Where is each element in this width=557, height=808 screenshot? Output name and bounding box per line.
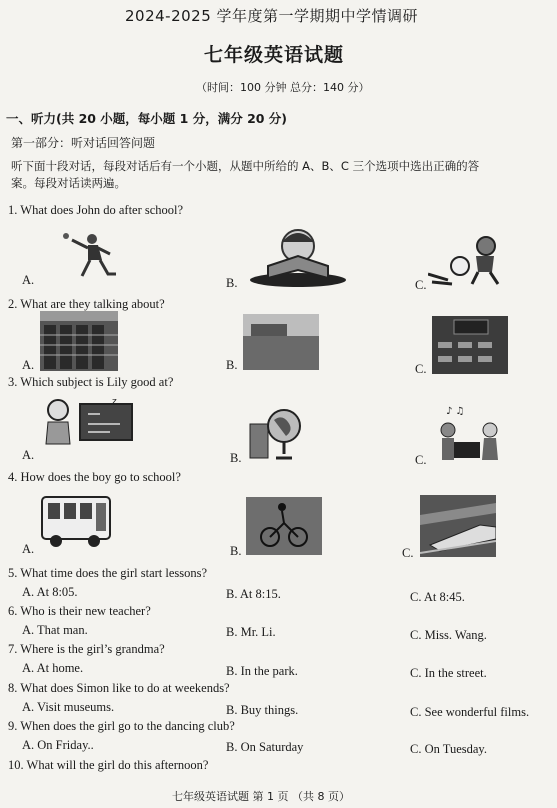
question-1: 1. What does John do after school? [8,203,184,217]
library-picture [40,311,118,371]
globe-and-book-picture [248,404,306,462]
svg-text:♪ ♫: ♪ ♫ [446,406,465,417]
q6-option-c: C. Miss. Wang. [410,628,487,642]
q5-option-a: A. At 8:05. [22,585,78,599]
q8-option-b: B. Buy things. [226,703,299,717]
q4-option-a: A. [22,542,35,556]
q3-option-a: A. [22,448,35,462]
question-10: 10. What will the girl do this afternoon? [8,758,209,772]
q6-option-b: B. Mr. Li. [226,625,276,639]
classroom-picture [432,316,508,374]
q6-option-a: A. That man. [22,623,88,637]
exam-title: 2024-2025 学年度第一学期期中学情调研 [125,7,419,25]
girl-at-blackboard-picture [40,396,135,456]
q7-option-a: A. At home. [22,661,84,675]
high-speed-train-picture [420,495,496,557]
bus-picture [40,493,114,551]
ping-pong-player-picture [58,228,120,284]
q1-option-b: B. [226,276,238,290]
q2-option-a: A. [22,358,35,372]
q4-option-b: B. [230,544,242,558]
question-2: 2. What are they talking about? [8,297,165,311]
question-5: 5. What time does the girl start lessons? [8,566,208,580]
q3-option-c: C. [415,453,427,467]
section-heading: 一、听力(共 20 小题，每小题 1 分，满分 20 分) [6,111,288,126]
boy-reading-picture [248,226,348,288]
q4-option-c: C. [402,546,414,560]
instructions-line-2: 案。每段对话读两遍。 [11,176,126,190]
q1-option-a: A. [22,273,35,287]
svg-text:z: z [112,397,117,407]
q5-option-c: C. At 8:45. [410,590,465,604]
exam-subtitle: 七年级英语试题 [204,44,345,66]
q5-option-b: B. At 8:15. [226,587,281,601]
q9-option-b: B. On Saturday [226,740,304,754]
boy-playing-football-picture [428,234,506,290]
instructions-line-1: 听下面十段对话，每段对话后有一个小题，从题中所给的 A、B、C 三个选项中选出正确的答 [11,159,480,173]
q2-option-b: B. [226,358,238,372]
campus-field-picture [243,314,319,370]
q7-option-b: B. In the park. [226,664,298,678]
q9-option-a: A. On Friday.. [22,738,94,752]
q9-option-c: C. On Tuesday. [410,742,487,756]
q8-option-a: A. Visit museums. [22,700,115,714]
page-footer: 七年级英语试题 第 1 页 （共 8 页） [172,790,350,803]
q2-option-c: C. [415,362,427,376]
q8-option-c: C. See wonderful films. [410,705,530,719]
question-9: 9. When does the girl go to the dancing club? [8,719,235,733]
q1-option-c: C. [415,278,427,292]
kids-playing-music-picture [434,402,508,466]
q7-option-c: C. In the street. [410,666,487,680]
question-8: 8. What does Simon like to do at weekends? [8,681,230,695]
q3-option-b: B. [230,451,242,465]
question-6: 6. Who is their new teacher? [8,604,151,618]
exam-meta: （时间：100 分钟 总分：140 分） [196,81,370,94]
question-3: 3. Which subject is Lily good at? [8,375,174,389]
bicycle-rider-picture [246,497,322,555]
question-4: 4. How does the boy go to school? [8,470,181,484]
question-7: 7. Where is the girl’s grandma? [8,642,165,656]
part-heading: 第一部分：听对话回答问题 [11,136,156,150]
